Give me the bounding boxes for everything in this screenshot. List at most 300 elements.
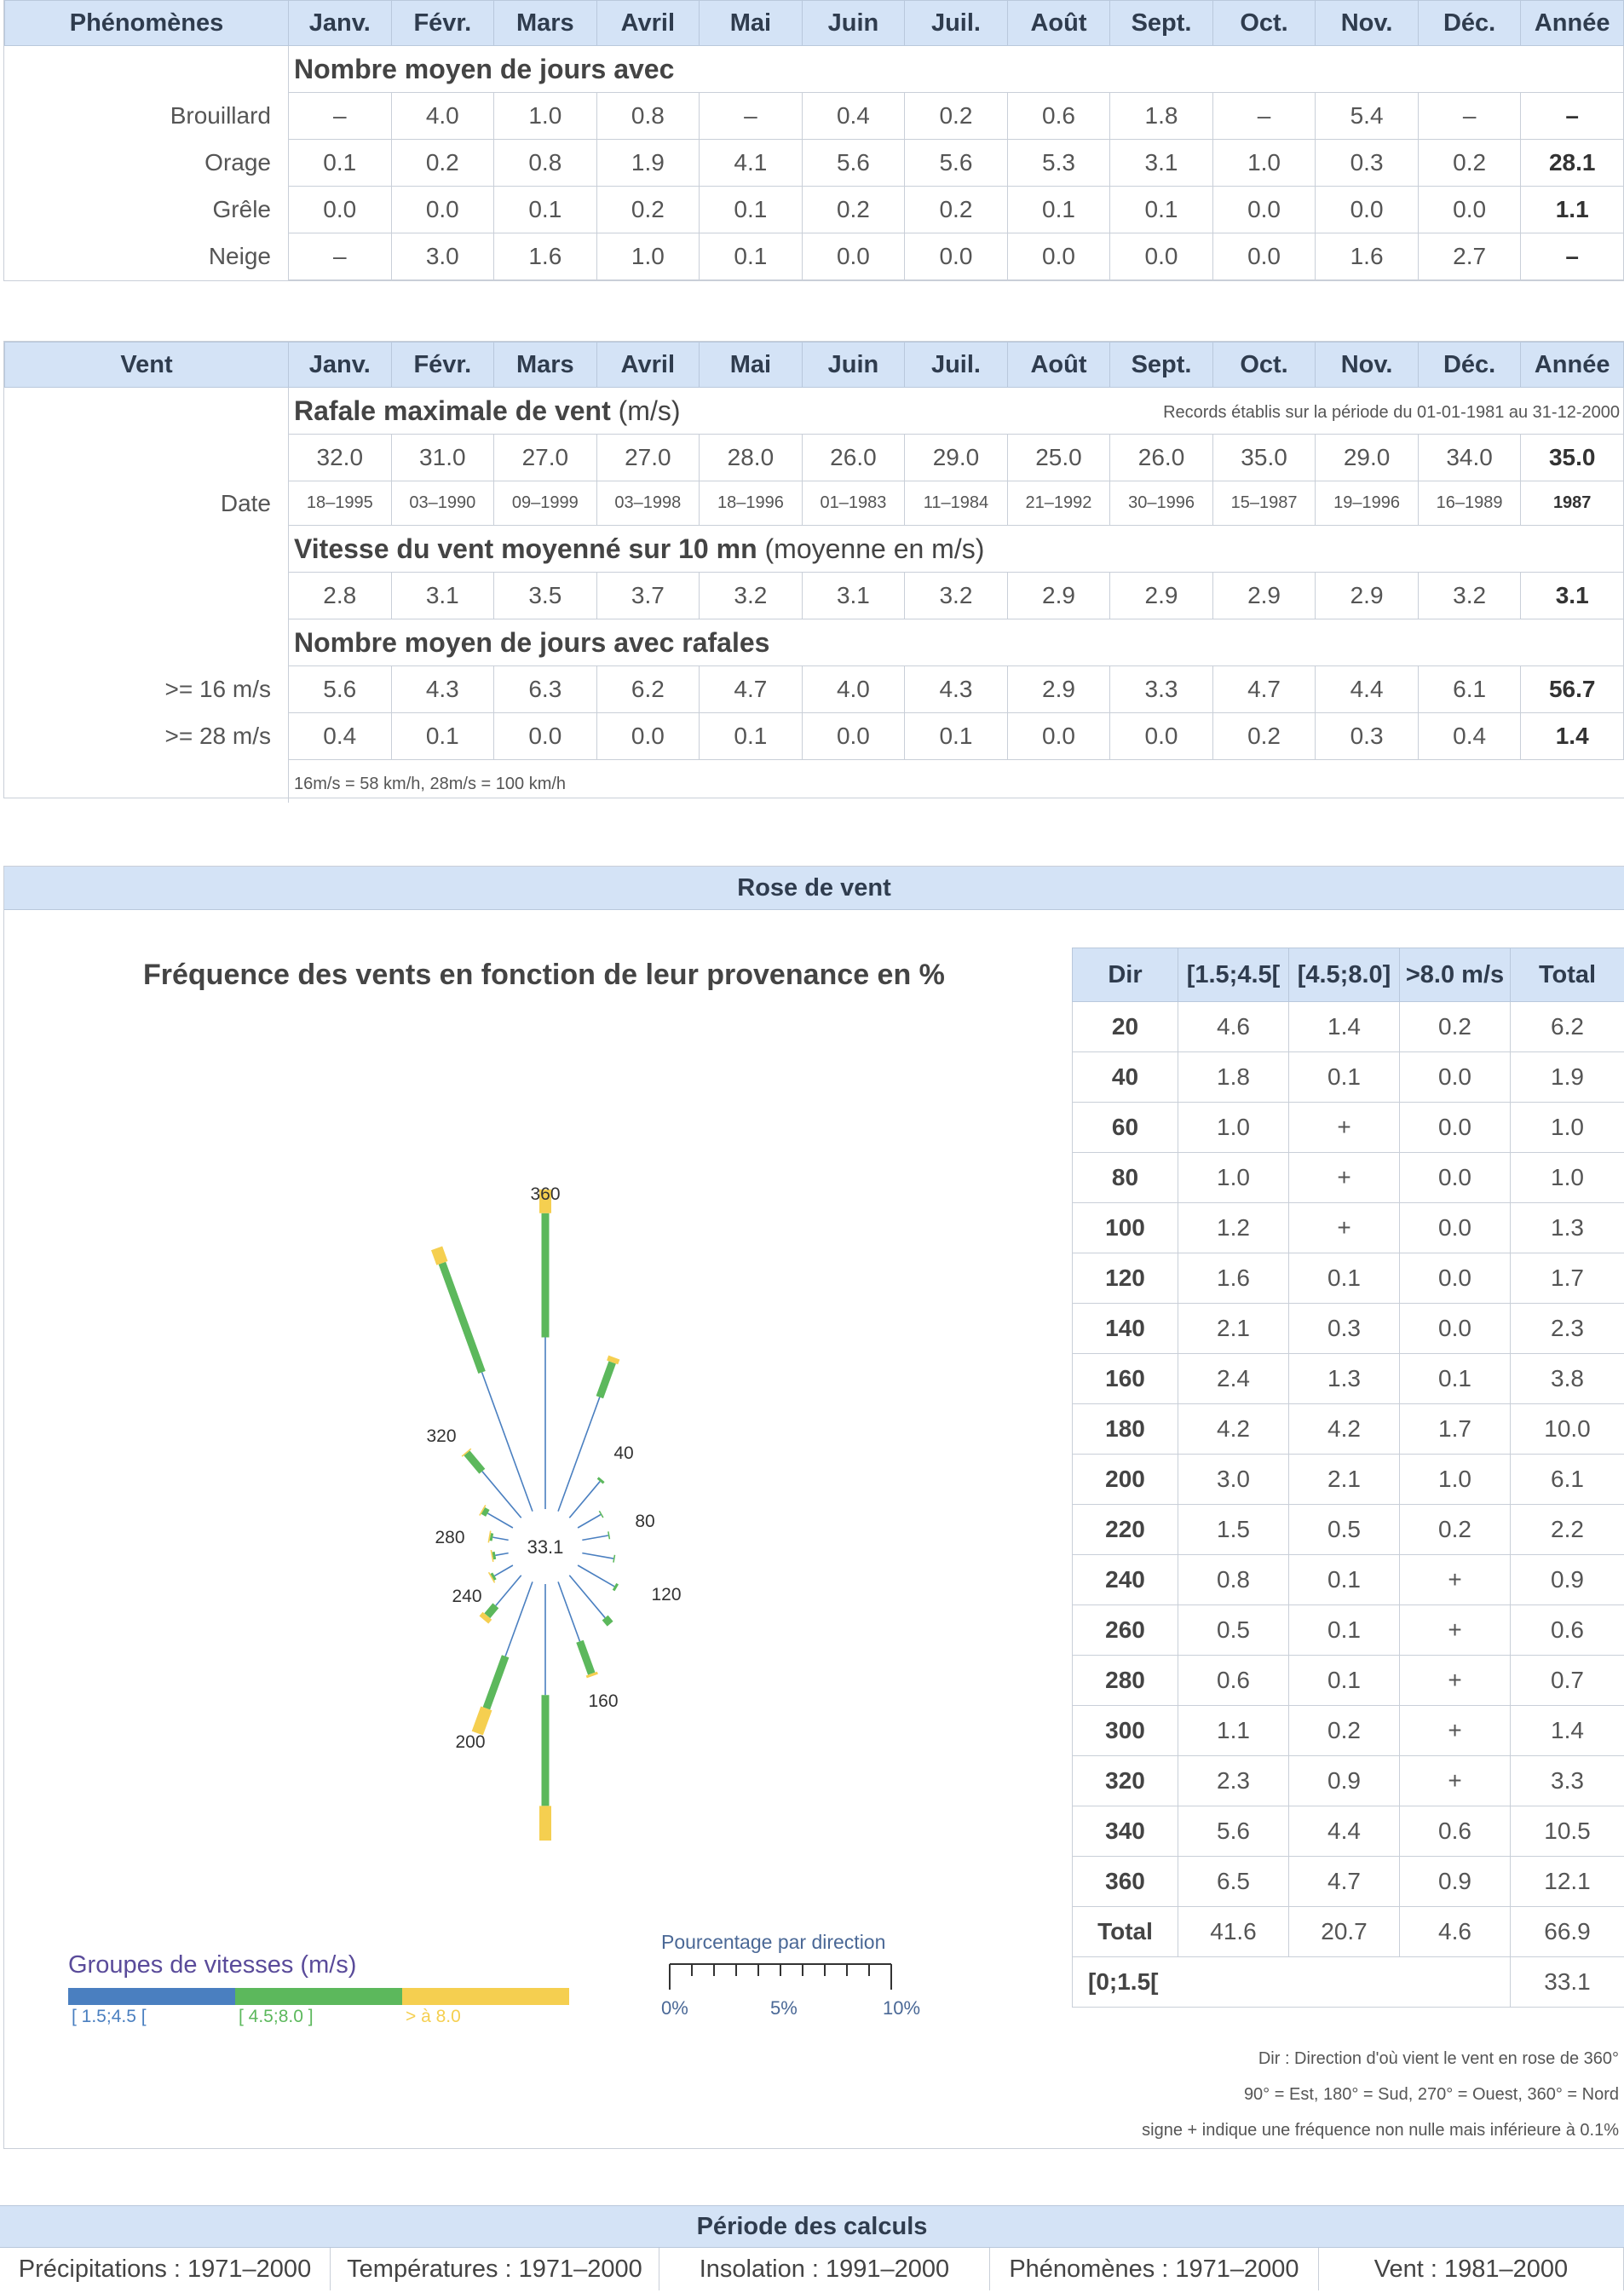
row-label: >= 28 m/s <box>164 723 271 749</box>
month-header: Févr. <box>391 1 494 46</box>
table-cell: 3.1 <box>1521 573 1624 619</box>
direction-label: 40 <box>613 1443 634 1463</box>
speed-low-segment <box>582 1535 608 1540</box>
direction-label: 320 <box>426 1426 457 1446</box>
table-cell: 1.0 <box>1178 1153 1289 1203</box>
table-cell: 6.2 <box>1511 1002 1624 1052</box>
table-cell: 0.0 <box>1400 1304 1511 1354</box>
column-header: [1.5;4.5[ <box>1178 948 1289 1002</box>
table-cell: 1.8 <box>1178 1052 1289 1103</box>
legend-swatch <box>235 1988 402 2005</box>
month-header: Juil. <box>905 1 1008 46</box>
table-cell: 0.0 <box>802 713 905 760</box>
table-cell: 0.0 <box>289 187 392 233</box>
table-cell: 0.2 <box>1400 1505 1511 1555</box>
table-cell: 15–1987 <box>1212 481 1316 526</box>
table-cell: 29.0 <box>905 435 1008 481</box>
speed-low-segment <box>582 1553 613 1558</box>
scale-tick-0: 0% <box>661 1997 688 2019</box>
periode-item: Vent : 1981–2000 <box>1319 2248 1624 2290</box>
table-cell: 0.5 <box>1289 1505 1400 1555</box>
speed-low-segment <box>569 1482 600 1518</box>
table-row <box>1073 1455 1624 1505</box>
table-cell: 6.1 <box>1418 666 1521 713</box>
table-cell: 31.0 <box>391 435 494 481</box>
direction-cell: 300 <box>1073 1706 1178 1756</box>
date-label: Date <box>220 489 271 516</box>
table-cell: 4.6 <box>1400 1907 1511 1957</box>
table-cell: 32.0 <box>289 435 392 481</box>
direction-label: 280 <box>435 1528 465 1547</box>
table-cell: 0.2 <box>1212 713 1316 760</box>
legend-swatch <box>402 1988 569 2005</box>
table-cell: 4.7 <box>1289 1857 1400 1907</box>
vent-table <box>4 342 1624 803</box>
phenomenes-header: Phénomènes <box>5 1 289 46</box>
table-row <box>1073 1806 1624 1857</box>
legend-group <box>68 1988 235 2027</box>
table-cell: 0.0 <box>1110 713 1213 760</box>
row-label: Orage <box>204 149 271 176</box>
month-header: Nov. <box>1316 1 1419 46</box>
table-cell: 0.0 <box>905 233 1008 280</box>
table-cell: 10.0 <box>1511 1404 1624 1455</box>
speed-mid-segment <box>442 1263 482 1372</box>
table-row <box>1073 1505 1624 1555</box>
table-cell: 0.0 <box>1400 1203 1511 1253</box>
table-cell: 0.1 <box>700 233 803 280</box>
speed-low-segment <box>487 1513 513 1528</box>
speed-mid-segment <box>614 1587 617 1588</box>
table-cell: 0.0 <box>1007 713 1110 760</box>
table-cell: 4.3 <box>391 666 494 713</box>
table-row <box>1073 1404 1624 1455</box>
table-cell: 0.2 <box>596 187 700 233</box>
month-header: Janv. <box>289 1 392 46</box>
table-cell: 0.8 <box>494 140 597 187</box>
table-cell: 0.1 <box>700 713 803 760</box>
speed-low-segment <box>558 1581 579 1641</box>
table-cell: 3.0 <box>391 233 494 280</box>
direction-label: 120 <box>651 1585 682 1605</box>
direction-label: 240 <box>452 1587 482 1606</box>
table-cell: 1.4 <box>1289 1002 1400 1052</box>
table-cell: 0.6 <box>1007 93 1110 140</box>
table-cell: – <box>1521 93 1624 140</box>
table-cell: 0.3 <box>1289 1304 1400 1354</box>
speed-high-segment <box>613 1357 614 1363</box>
table-cell: 2.7 <box>1418 233 1521 280</box>
speed-high-segment <box>591 1674 592 1676</box>
table-cell: 1.0 <box>1511 1103 1624 1153</box>
table-cell: 28.0 <box>700 435 803 481</box>
table-cell: 2.1 <box>1178 1304 1289 1354</box>
table-cell: 0.9 <box>1400 1857 1511 1907</box>
month-header: Sept. <box>1110 1 1213 46</box>
table-cell: 1.9 <box>596 140 700 187</box>
scale-ruler <box>661 1959 900 1993</box>
table-cell: 19–1996 <box>1316 481 1419 526</box>
direction-label: 200 <box>455 1732 486 1752</box>
table-cell: 1.3 <box>1289 1354 1400 1404</box>
periode-banner: Période des calculs <box>0 2205 1624 2248</box>
table-cell: 1.1 <box>1178 1706 1289 1756</box>
direction-cell: 60 <box>1073 1103 1178 1153</box>
periode-item: Températures : 1971–2000 <box>331 2248 659 2290</box>
table-cell: – <box>1418 93 1521 140</box>
table-cell: 2.9 <box>1007 573 1110 619</box>
table-cell: + <box>1289 1103 1400 1153</box>
table-cell: 2.3 <box>1178 1756 1289 1806</box>
table-cell: 2.9 <box>1212 573 1316 619</box>
table-cell: 5.6 <box>289 666 392 713</box>
scale-tick-10: 10% <box>883 1997 921 2019</box>
table-cell: 1.6 <box>1178 1253 1289 1304</box>
direction-cell: 200 <box>1073 1455 1178 1505</box>
periode-item: Phénomènes : 1971–2000 <box>990 2248 1319 2290</box>
table-row <box>5 713 1624 760</box>
table-cell: 35.0 <box>1212 435 1316 481</box>
legend-group <box>402 1988 569 2027</box>
table-cell: 0.0 <box>1400 1052 1511 1103</box>
table-cell: 4.6 <box>1178 1002 1289 1052</box>
table-cell: 3.1 <box>391 573 494 619</box>
table-cell: 21–1992 <box>1007 481 1110 526</box>
periode-item: Insolation : 1991–2000 <box>659 2248 990 2290</box>
direction-cell: 320 <box>1073 1756 1178 1806</box>
table-cell: 0.1 <box>289 140 392 187</box>
rafale-note: Records établis sur la période du 01-01-1981 au 31-12-2000 <box>1163 403 1620 422</box>
table-cell: 0.8 <box>1178 1555 1289 1605</box>
table-cell: + <box>1400 1756 1511 1806</box>
table-cell: 28.1 <box>1521 140 1624 187</box>
speed-mid-segment <box>492 1555 495 1556</box>
speed-low-segment <box>495 1553 508 1556</box>
speed-low-segment <box>494 1565 512 1576</box>
vent-footnote: 16m/s = 58 km/h, 28m/s = 100 km/h <box>294 774 567 793</box>
table-cell: + <box>1400 1555 1511 1605</box>
table-cell: 0.0 <box>1007 233 1110 280</box>
table-cell: 11–1984 <box>905 481 1008 526</box>
scale-tick-5: 5% <box>770 1997 798 2019</box>
month-header: Déc. <box>1418 1 1521 46</box>
table-row <box>1073 1656 1624 1706</box>
table-cell: 2.8 <box>289 573 392 619</box>
table-cell: 4.2 <box>1178 1404 1289 1455</box>
table-cell: 5.6 <box>1178 1806 1289 1857</box>
table-row <box>1073 1052 1624 1103</box>
table-cell: 0.0 <box>391 187 494 233</box>
table-cell: 0.0 <box>1400 1153 1511 1203</box>
table-cell: – <box>289 233 392 280</box>
table-header-row <box>1073 948 1624 1002</box>
table-cell: 1987 <box>1521 481 1624 526</box>
table-cell: 0.8 <box>596 93 700 140</box>
wind-frequency-table <box>1072 948 1624 2008</box>
table-row <box>1073 1756 1624 1806</box>
column-header: Dir <box>1073 948 1178 1002</box>
vitesse-unit: (moyenne en m/s) <box>764 533 985 564</box>
direction-cell: 180 <box>1073 1404 1178 1455</box>
table-cell: 1.0 <box>1178 1103 1289 1153</box>
table-cell: 5.4 <box>1316 93 1419 140</box>
table-cell: 01–1983 <box>802 481 905 526</box>
table-cell: 10.5 <box>1511 1806 1624 1857</box>
speed-mid-segment <box>492 1576 495 1577</box>
row-label: Grêle <box>212 196 271 222</box>
table-cell: 0.7 <box>1511 1656 1624 1706</box>
table-cell: 0.0 <box>596 713 700 760</box>
month-header: Avril <box>596 1 700 46</box>
speed-high-segment <box>484 1616 487 1620</box>
speed-high-segment <box>466 1452 467 1453</box>
direction-cell: 140 <box>1073 1304 1178 1354</box>
table-cell: 6.3 <box>494 666 597 713</box>
table-cell: 1.4 <box>1511 1706 1624 1756</box>
month-header: Mars <box>494 1 597 46</box>
table-cell: 0.4 <box>1418 713 1521 760</box>
table-cell: 56.7 <box>1521 666 1624 713</box>
legend-title: Groupes de vitesses (m/s) <box>68 1951 357 1979</box>
table-row <box>1073 1354 1624 1404</box>
table-cell: 3.5 <box>494 573 597 619</box>
legend-label: > à 8.0 <box>406 2007 461 2026</box>
table-cell: 3.3 <box>1511 1756 1624 1806</box>
table-cell: 0.0 <box>1110 233 1213 280</box>
speed-high-segment <box>482 1510 483 1511</box>
month-header: Juin <box>802 343 905 388</box>
table-cell: 4.0 <box>802 666 905 713</box>
table-cell: 0.4 <box>802 93 905 140</box>
calm-value: 33.1 <box>1511 1957 1624 2008</box>
total-row <box>1073 1907 1624 1957</box>
table-cell: 09–1999 <box>494 481 597 526</box>
table-cell: 0.2 <box>905 187 1008 233</box>
table-cell: 2.9 <box>1110 573 1213 619</box>
month-header: Mars <box>494 343 597 388</box>
percent-scale <box>661 1931 921 2023</box>
month-header: Déc. <box>1418 343 1521 388</box>
month-header: Année <box>1521 1 1624 46</box>
direction-cell: 160 <box>1073 1354 1178 1404</box>
direction-label: 160 <box>588 1691 619 1711</box>
row-label: Neige <box>208 243 271 269</box>
phenomenes-table <box>4 0 1624 280</box>
table-cell: 18–1995 <box>289 481 392 526</box>
speed-low-segment <box>496 1576 521 1606</box>
month-header: Juin <box>802 1 905 46</box>
legend-label: [ 4.5;8.0 ] <box>239 2007 314 2026</box>
table-cell: 2.9 <box>1007 666 1110 713</box>
direction-cell: 80 <box>1073 1153 1178 1203</box>
table-row <box>1073 1253 1624 1304</box>
table-row <box>1073 1203 1624 1253</box>
table-cell: 0.4 <box>289 713 392 760</box>
vent-header: Vent <box>5 343 289 388</box>
table-cell: 1.0 <box>596 233 700 280</box>
vitesse-title: Vitesse du vent moyenné sur 10 mn <box>294 533 757 564</box>
month-header: Août <box>1007 1 1110 46</box>
wind-rose <box>341 1176 750 1841</box>
table-cell: 18–1996 <box>700 481 803 526</box>
table-cell: 66.9 <box>1511 1907 1624 1957</box>
table-cell: 3.8 <box>1511 1354 1624 1404</box>
table-cell: 34.0 <box>1418 435 1521 481</box>
table-cell: 3.7 <box>596 573 700 619</box>
table-row <box>1073 1304 1624 1354</box>
table-cell: 0.1 <box>1289 1656 1400 1706</box>
table-cell: 1.8 <box>1110 93 1213 140</box>
table-cell: 0.2 <box>905 93 1008 140</box>
speed-low-segment <box>578 1565 614 1587</box>
table-cell: + <box>1400 1656 1511 1706</box>
direction-cell: 40 <box>1073 1052 1178 1103</box>
wind-note-1: Dir : Direction d'où vient le vent en rose de 360° <box>1258 2049 1619 2068</box>
table-cell: 3.1 <box>802 573 905 619</box>
calm-center-label: 33.1 <box>527 1536 564 1558</box>
table-cell: 0.6 <box>1178 1656 1289 1706</box>
table-cell: 0.3 <box>1316 713 1419 760</box>
table-row <box>1073 1103 1624 1153</box>
vent-section <box>3 341 1624 798</box>
table-cell: 0.9 <box>1511 1555 1624 1605</box>
table-cell: 2.1 <box>1289 1455 1400 1505</box>
table-row <box>5 233 1624 280</box>
month-header: Nov. <box>1316 343 1419 388</box>
month-header: Févr. <box>391 343 494 388</box>
phenomenes-section <box>3 0 1624 281</box>
table-row <box>1073 1857 1624 1907</box>
table-cell: + <box>1289 1153 1400 1203</box>
table-cell: 0.2 <box>1418 140 1521 187</box>
table-cell: 20.7 <box>1289 1907 1400 1957</box>
table-cell: 26.0 <box>1110 435 1213 481</box>
direction-cell: 340 <box>1073 1806 1178 1857</box>
table-cell: 4.4 <box>1316 666 1419 713</box>
table-cell: 25.0 <box>1007 435 1110 481</box>
table-cell: 3.0 <box>1178 1455 1289 1505</box>
table-cell: 1.6 <box>1316 233 1419 280</box>
speed-mid-segment <box>487 1656 505 1708</box>
month-header: Avril <box>596 343 700 388</box>
table-cell: 3.2 <box>905 573 1008 619</box>
table-cell: 2.9 <box>1316 573 1419 619</box>
table-cell: 03–1998 <box>596 481 700 526</box>
table-cell: 0.2 <box>802 187 905 233</box>
table-cell: 1.7 <box>1511 1253 1624 1304</box>
table-cell: 1.0 <box>1400 1455 1511 1505</box>
table-cell: 5.6 <box>802 140 905 187</box>
table-cell: 0.0 <box>1400 1103 1511 1153</box>
periode-section <box>0 2205 1624 2290</box>
table-cell: 3.2 <box>700 573 803 619</box>
table-cell: 0.1 <box>1007 187 1110 233</box>
speed-mid-segment <box>579 1641 591 1674</box>
speed-mid-segment <box>605 1618 610 1624</box>
table-cell: 0.1 <box>1289 1605 1400 1656</box>
month-header: Oct. <box>1212 1 1316 46</box>
table-cell: 2.4 <box>1178 1354 1289 1404</box>
table-cell: 1.0 <box>1511 1153 1624 1203</box>
table-cell: 1.1 <box>1521 187 1624 233</box>
wind-note-3: signe + indique une fréquence non nulle mais inférieure à 0.1% <box>1142 2121 1619 2140</box>
speed-mid-segment <box>601 1514 602 1515</box>
table-cell: 4.0 <box>391 93 494 140</box>
month-header: Août <box>1007 343 1110 388</box>
speed-low-segment <box>505 1581 533 1656</box>
table-cell: – <box>700 93 803 140</box>
table-cell: 0.0 <box>494 713 597 760</box>
row-label: Brouillard <box>170 102 271 129</box>
direction-cell: 260 <box>1073 1605 1178 1656</box>
rose-banner: Rose de vent <box>4 867 1624 910</box>
speed-mid-segment <box>600 1363 613 1397</box>
table-cell: 1.0 <box>1212 140 1316 187</box>
month-header: Mai <box>700 343 803 388</box>
month-header: Juil. <box>905 343 1008 388</box>
table-cell: 0.0 <box>802 233 905 280</box>
direction-label: 360 <box>530 1184 561 1204</box>
table-cell: 27.0 <box>494 435 597 481</box>
month-header: Janv. <box>289 343 392 388</box>
table-cell: 6.2 <box>596 666 700 713</box>
table-cell: 4.4 <box>1289 1806 1400 1857</box>
table-cell: 5.3 <box>1007 140 1110 187</box>
direction-cell: 20 <box>1073 1002 1178 1052</box>
table-cell: 0.1 <box>391 713 494 760</box>
table-cell: + <box>1400 1706 1511 1756</box>
speed-mid-segment <box>467 1453 482 1471</box>
table-cell: 0.0 <box>1212 187 1316 233</box>
table-cell: 0.6 <box>1511 1605 1624 1656</box>
table-cell: Total <box>1073 1907 1178 1957</box>
legend-swatch <box>68 1988 235 2005</box>
speed-mid-segment <box>483 1511 487 1513</box>
table-row <box>5 93 1624 140</box>
table-cell: 0.1 <box>1289 1052 1400 1103</box>
table-cell: 2.3 <box>1511 1304 1624 1354</box>
month-header: Sept. <box>1110 343 1213 388</box>
direction-cell: 240 <box>1073 1555 1178 1605</box>
table-cell: 26.0 <box>802 435 905 481</box>
table-cell: 16–1989 <box>1418 481 1521 526</box>
direction-cell: 220 <box>1073 1505 1178 1555</box>
table-cell: 0.1 <box>1289 1253 1400 1304</box>
table-cell: 30–1996 <box>1110 481 1213 526</box>
table-cell: 0.0 <box>1418 187 1521 233</box>
table-row <box>1073 1706 1624 1756</box>
legend-group <box>235 1988 402 2027</box>
table-cell: 29.0 <box>1316 435 1419 481</box>
table-row <box>1073 1002 1624 1052</box>
table-row <box>5 666 1624 713</box>
table-cell: 4.7 <box>700 666 803 713</box>
table-cell: 1.9 <box>1511 1052 1624 1103</box>
table-cell: 41.6 <box>1178 1907 1289 1957</box>
calm-row <box>1073 1957 1624 2008</box>
periode-item: Précipitations : 1971–2000 <box>0 2248 331 2290</box>
speed-low-segment <box>482 1373 533 1512</box>
month-header: Mai <box>700 1 803 46</box>
speed-low-segment <box>558 1397 600 1512</box>
table-cell: 1.0 <box>494 93 597 140</box>
table-cell: 12.1 <box>1511 1857 1624 1907</box>
table-cell: + <box>1289 1203 1400 1253</box>
month-header: Année <box>1521 343 1624 388</box>
speed-mid-segment <box>600 1479 602 1481</box>
table-cell: 0.0 <box>1400 1253 1511 1304</box>
table-cell: 3.3 <box>1110 666 1213 713</box>
